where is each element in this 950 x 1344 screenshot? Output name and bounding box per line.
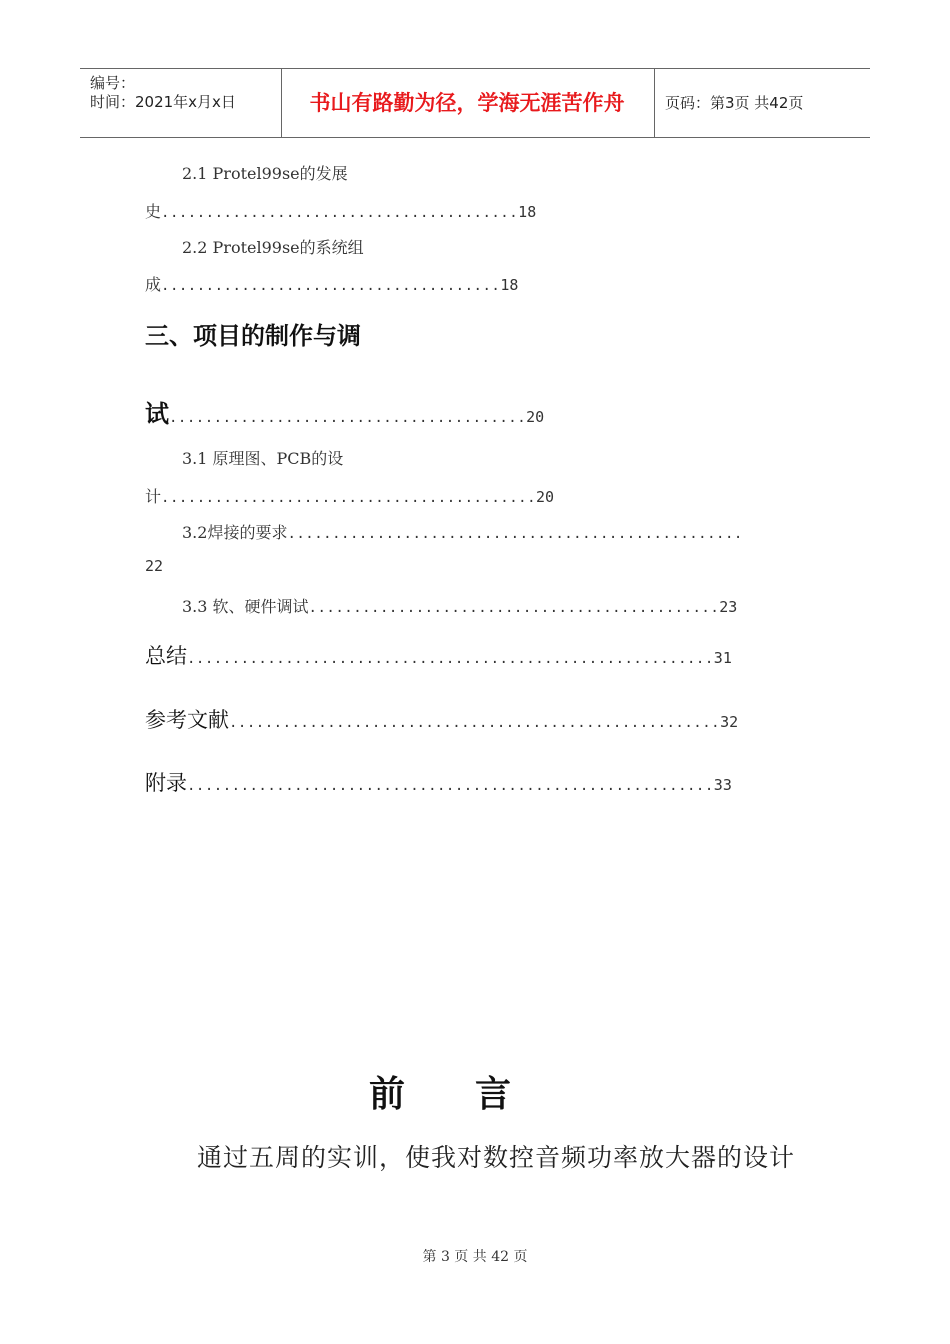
- toc-page-number: 18: [500, 276, 519, 294]
- toc-entry-text: 3.2焊接的要求: [182, 523, 288, 542]
- toc-entry-3-2[interactable]: [182, 520, 743, 543]
- toc-page-number: 20: [526, 408, 545, 426]
- toc-page-number: 18: [518, 203, 537, 221]
- toc-page-number: 33: [713, 776, 732, 794]
- toc-entry-3-1[interactable]: 3.1 原理图、PCB的设: [182, 449, 344, 468]
- toc-leader: ..........................................: [161, 490, 537, 506]
- page-header: [80, 68, 870, 138]
- toc-leader: ...........................................................: [187, 651, 714, 667]
- toc-entry-text: 总结: [145, 644, 187, 668]
- toc-leader: ...................................................: [287, 526, 743, 542]
- toc-section-3-cont[interactable]: [145, 394, 544, 429]
- time-label: 时间：2021年x月x日: [90, 93, 236, 111]
- toc-leader: ........................................: [161, 205, 519, 221]
- toc-entry-2-1[interactable]: 2.1 Protel99se的发展: [182, 164, 348, 183]
- toc-entry-3-3[interactable]: [182, 594, 737, 617]
- toc-page-number: 31: [713, 649, 732, 667]
- toc-entry-text: 计: [145, 487, 162, 506]
- toc-page-number: 20: [536, 488, 555, 506]
- toc-summary[interactable]: [145, 640, 732, 670]
- preface-paragraph: 通过五周的实训，使我对数控音频功率放大器的设计: [197, 1143, 796, 1172]
- header-meta: [80, 69, 280, 137]
- toc-section-3[interactable]: 三、项目的制作与调: [145, 322, 361, 350]
- toc-entry-2-1-cont[interactable]: [145, 199, 536, 222]
- number-label: 编号：: [90, 74, 136, 92]
- toc-entry-text: 成: [145, 275, 162, 294]
- toc-entry-text: 史: [145, 202, 162, 221]
- preface-title: 前言: [368, 1074, 581, 1115]
- toc-entry-text: 附录: [145, 771, 187, 795]
- toc-entry-text: 参考文献: [145, 708, 229, 732]
- toc-leader: ........................................: [169, 410, 527, 426]
- toc-entry-2-2-cont[interactable]: [145, 272, 518, 295]
- header-divider: [654, 69, 655, 137]
- header-motto: 书山有路勤为径，学海无涯苦作舟: [309, 91, 625, 115]
- toc-leader: ..............................................: [308, 600, 720, 616]
- page-footer: 第 3 页 共 42 页: [422, 1249, 528, 1265]
- toc-entry-2-2[interactable]: 2.2 Protel99se的系统组: [182, 238, 364, 257]
- toc-references[interactable]: [145, 704, 738, 734]
- toc-leader: .......................................................: [229, 715, 721, 731]
- toc-entry-text: 3.3 软、硬件调试: [182, 597, 309, 616]
- toc-appendix[interactable]: [145, 767, 732, 797]
- toc-page-number: 32: [720, 713, 739, 731]
- toc-page-number: 23: [719, 598, 738, 616]
- toc-leader: ...........................................................: [187, 778, 714, 794]
- toc-entry-3-1-cont[interactable]: [145, 484, 554, 507]
- toc-entry-text: 试: [145, 400, 169, 428]
- toc-leader: ......................................: [161, 278, 501, 294]
- header-page-info: 页码：第3页 共42页: [665, 94, 804, 112]
- toc-page-number: 22: [145, 557, 164, 575]
